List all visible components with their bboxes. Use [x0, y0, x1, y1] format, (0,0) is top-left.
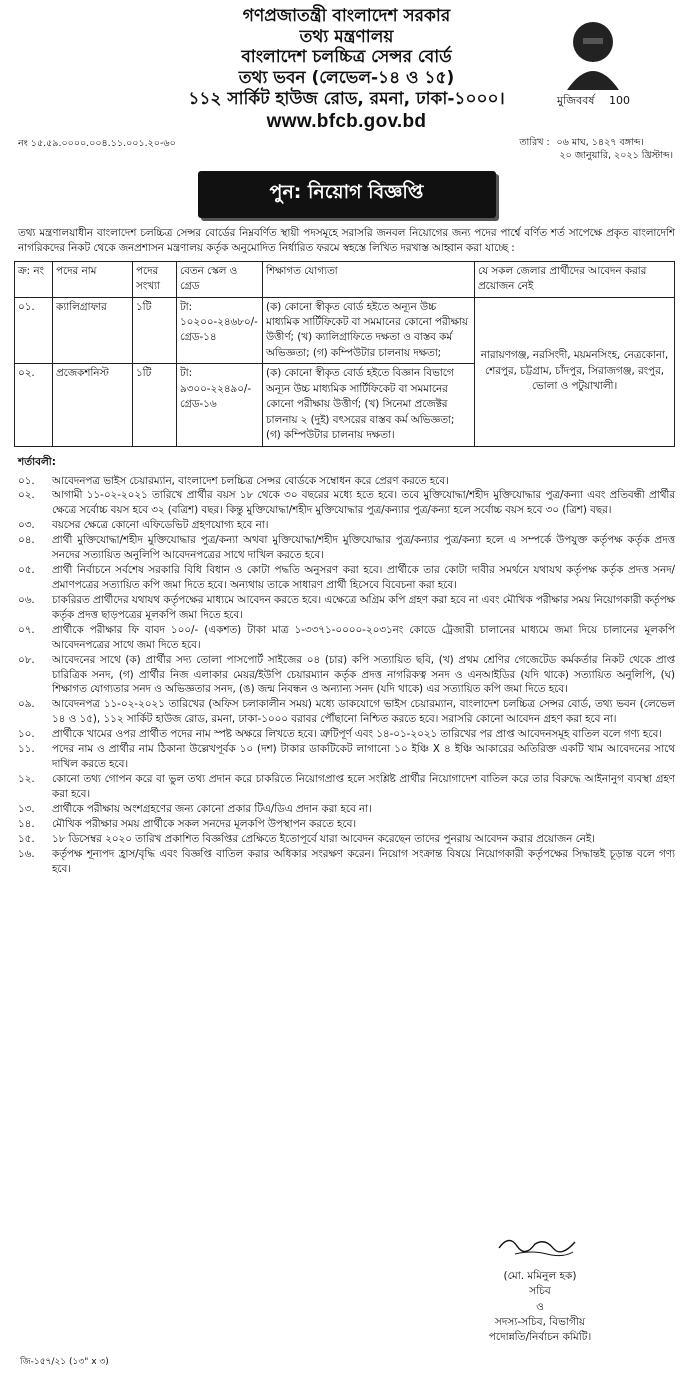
- condition-text: আগামী ১১-০২-২০২১ তারিখে প্রার্থীর বয়স ১৮ থেকে ৩০ বছরের মধ্যে হতে হবে। তবে মুক্তিযোদ্ধা/শহীদ মুক্তিযোদ্ধার পুত্র/কন্যা এবং প্রতিবন্ধী প্রার্থীর ক্ষেত্রে সর্বোচ্চ বয়স হবে ৩২ (বত্রিশ) বছর। কিন্তু মুক্তিযোদ্ধা/শহীদ মুক্তিযোদ্ধার পুত্র/কন্যার পুত্র/কন্যা হলে সর্বোচ্চ বয়স হবে ৩০ (ত্রিশ) বছর।: [52, 489, 675, 517]
- posts-table: [14, 261, 675, 447]
- condition-number: ১৫.: [18, 832, 35, 845]
- condition-text: মৌখিক পরীক্ষার সময় প্রার্থীকে সকল সনদের মূলকপি উপস্থাপন করতে হবে।: [52, 817, 357, 830]
- condition-number: ১৩.: [18, 802, 35, 815]
- header-post: পদের নাম: [53, 261, 133, 297]
- condition-item: [18, 533, 675, 563]
- handwritten-signature: [495, 1230, 585, 1258]
- logo-number: 100: [609, 94, 630, 107]
- condition-item: [18, 742, 675, 772]
- condition-text: পদের নাম ও প্রার্থীর নাম ঠিকানা উল্লেখপূর্বক ১০ (দশ) টাকার ডাকটিকেট লাগানো ১০ ইঞ্চি X ৪ ইঞ্চি আকারের অতিরিক্ত একটি খাম আবেদনের সাথে দাখিল করতে হবে।: [52, 743, 675, 771]
- row-serial: ০১.: [15, 297, 53, 364]
- condition-item: [18, 697, 675, 727]
- signatory-conjunction: ও: [536, 1300, 544, 1313]
- condition-text: প্রার্থী মুক্তিযোদ্ধা/শহীদ মুক্তিযোদ্ধার পুত্র/কন্যা অথবা মুক্তিযোদ্ধা/শহীদ মুক্তিযোদ্ধার পুত্র/কন্যার পুত্র/কন্যা হলে এ সম্পর্কে উপযুক্ত কর্তৃপক্ষ কর্তৃক প্রদত্ত সনদের সত্যায়িত অনুলিপি আবেদনপত্রের সাথে দাখিল করতে হবে।: [52, 534, 675, 562]
- condition-item: [18, 727, 675, 742]
- condition-number: ১১.: [18, 743, 35, 756]
- govt-name: গণপ্রজাতন্ত্রী বাংলাদেশ সরকার: [242, 6, 451, 26]
- conditions-list: [14, 474, 679, 877]
- row-scale: টা: ১০২০০-২৪৬৮০/- গ্রেড-১৪: [177, 297, 263, 364]
- conditions-heading: শর্তাবলী:: [18, 455, 57, 468]
- condition-text: বয়সের ক্ষেত্রে কোনো এফিডেভিট গ্রহণযোগ্য হবে না।: [52, 519, 269, 532]
- condition-number: ০৪.: [18, 534, 35, 547]
- condition-text: প্রার্থীকে পরীক্ষার ফি বাবদ ১০০/- (একশত) টাকা মাত্র ১-৩৩৭১-০০০০-২০৩১নং কোডে ট্রেজারী চালানের মাধ্যমে জমা দিয়ে চালানের মূলকপি আবেদনপত্রের সাথে জমা দিতে হবে।: [52, 623, 675, 651]
- condition-text: কোনো তথ্য গোপন করে বা ভুল তথ্য প্রদান করে চাকরিতে নিয়োগপ্রাপ্ত হলে সংশ্লিষ্ট প্রার্থীর নিয়োগাদেশ বাতিল করে তার বিরুদ্ধে আইনানুগ ব্যবস্থা গ্রহণ করা হবে।: [52, 772, 675, 800]
- header-qualification: শিক্ষাগত যোগ্যতা: [263, 261, 475, 297]
- condition-number: ১৬.: [18, 847, 35, 860]
- condition-text: আবেদনপত্র ভাইস চেয়ারম্যান, বাংলাদেশ চলচ্চিত্র সেন্সর বোর্ডকে সম্বোধন করে প্রেরণ করতে হবে।: [52, 474, 449, 487]
- publication-reference: জি-১৫৭/২১ (১৩" x ৩): [20, 1357, 109, 1367]
- notice-title: পুন: নিয়োগ বিজ্ঞপ্তি: [198, 171, 496, 218]
- row-post: ক্যালিগ্রাফার: [53, 297, 133, 364]
- condition-text: চাকরিরত প্রার্থীদের যথাযথ কর্তৃপক্ষের মাধ্যমে আবেদন করতে হবে। এক্ষেত্রে অগ্রিম কপি গ্রহণ করা হবে না এবং মৌখিক পরীক্ষার সময় নিয়োগকারী কর্তৃপক্ষ কর্তৃক প্রদত্ত ছাড়পত্রের মূলকপি জমা দিতে হবে।: [52, 593, 675, 621]
- header-serial: ক্র: নং: [15, 261, 53, 297]
- header-scale: বেতন স্কেল ও গ্রেড: [177, 261, 263, 297]
- ministry-name: তথ্য মন্ত্রণালয়: [299, 26, 394, 47]
- condition-item: [18, 518, 675, 533]
- street-address: ১১২ সার্কিট হাউজ রোড, রমনা, ঢাকা-১০০০।: [188, 88, 505, 109]
- header-count: পদের সংখ্যা: [133, 261, 177, 297]
- condition-number: ০৮.: [18, 653, 35, 666]
- condition-number: ০৯.: [18, 698, 35, 711]
- condition-text: আবেদনের সাথে (ক) প্রার্থীর সদ্য তোলা পাসপোর্ট সাইজের ০৪ (চার) কপি সত্যায়িত ছবি, (খ) প্রথম শ্রেণির গেজেটেড কর্মকর্তার নিকট থেকে প্রাপ্ত চারিত্রিক সনদ, (গ) প্রার্থীর নিজ এলাকার মেয়র/ইউপি চেয়ারম্যান কর্তৃক প্রদত্ত নাগরিকত্ব সনদ ও এনআইডির (যদি থাকে) সত্যায়িত অনুলিপি, (ঘ) শিক্ষাগত যোগ্যতার সনদ ও অভিজ্ঞতার সনদ, (ঙ) জন্ম নিবন্ধন ও অন্যান্য সনদ (যদি থাকে) এর সত্যায়িত কপি জমা দিতে হবে।: [52, 653, 675, 696]
- condition-number: ০১.: [18, 474, 35, 487]
- memo-date-row: [14, 135, 679, 169]
- condition-item: [18, 474, 675, 489]
- excluded-districts: নারায়ণগঞ্জ, নরসিংদী, ময়মনসিংহ, নেত্রকোনা, শেরপুর, চট্টগ্রাম, চাঁদপুর, সিরাজগঞ্জ, রংপুর, ভোলা ও পটুয়াখালী।: [475, 297, 675, 446]
- row-qualification: (ক) কোনো স্বীকৃত বোর্ড হইতে অন্যূন উচ্চ মাধ্যমিক সার্টিফিকেট বা সমমানের কোনো পরীক্ষায় উত্তীর্ণ; (খ) ক্যালিগ্রাফিতে দক্ষতা ও বাস্তব কর্ম অভিজ্ঞতা; (গ) কম্পিউটার চালনায় দক্ষতা;: [263, 297, 475, 364]
- signatory-role-line2: পদোন্নতি/নির্বাচন কমিটি।: [488, 1331, 592, 1344]
- condition-number: ১০.: [18, 728, 35, 741]
- condition-number: ০২.: [18, 489, 35, 502]
- row-count: ১টি: [133, 297, 177, 364]
- row-count: ১টি: [133, 364, 177, 446]
- row-serial: ০২.: [15, 364, 53, 446]
- logo-text: মুজিববর্ষ: [557, 94, 595, 107]
- date-label: তারিখ :: [519, 136, 550, 148]
- condition-item: [18, 832, 675, 847]
- row-scale: টা: ৯৩০০-২২৪৯০/- গ্রেড-১৬: [177, 364, 263, 446]
- table-header-row: [15, 261, 675, 297]
- condition-number: ১৪.: [18, 817, 35, 830]
- condition-number: ১২.: [18, 772, 35, 785]
- condition-item: [18, 772, 675, 802]
- signatory-designation: সচিব: [529, 1285, 551, 1298]
- condition-item: [18, 488, 675, 518]
- condition-item: [18, 847, 675, 877]
- date-block: [519, 137, 673, 163]
- condition-text: প্রার্থীকে খামের ওপর প্রার্থীত পদের নাম স্পষ্ট অক্ষরে লিখতে হবে। ত্রুটিপূর্ণ এবং ১৪-০১-২০২১ তারিখের পর প্রাপ্ত আবেদনসমূহ বাতিল বলে গণ্য হবে।: [52, 728, 662, 741]
- website: www.bfcb.gov.bd: [266, 110, 427, 132]
- condition-number: ০৬.: [18, 593, 35, 606]
- building-address: তথ্য ভবন (লেভেল-১৪ ও ১৫): [238, 68, 455, 89]
- board-name: বাংলাদেশ চলচ্চিত্র সেন্সর বোর্ড: [241, 47, 452, 68]
- signatory-role-line1: সদস্য-সচিব, বিভাগীয়: [494, 1315, 586, 1328]
- intro-paragraph: তথ্য মন্ত্রণালয়াধীন বাংলাদেশ চলচ্চিত্র সেন্সর বোর্ডের নিম্নবর্ণিত স্থায়ী পদসমূহে সরাসরি জনবল নিয়োগের জন্য পদের পার্শ্বে বর্ণিত শর্ত সাপেক্ষে প্রকৃত বাংলাদেশি নাগরিকদের নিকট থেকে জনপ্রশাসন মন্ত্রণালয় কর্তৃক অনুমোদিত নির্ধারিত ফরমে স্বহস্তে লিখিত দরখাস্ত আহ্বান করা যাচ্ছে :: [18, 226, 675, 255]
- condition-text: প্রার্থীকে পরীক্ষায় অংশগ্রহণের জন্য কোনো প্রকার টিএ/ডিএ প্রদান করা হবে না।: [52, 802, 372, 815]
- header-excluded-districts: যে সকল জেলার প্রার্থীদের আবেদন করার প্রয়োজন নেই: [475, 261, 675, 297]
- condition-item: [18, 563, 675, 593]
- condition-item: [18, 593, 675, 623]
- memo-number: নং ১৫.৫৯.০০০০.০০৪.১১.০০১.২০-৬০: [18, 137, 176, 149]
- signature-block: [445, 1230, 635, 1345]
- condition-item: [18, 802, 675, 817]
- condition-text: প্রার্থী নির্বাচনে সর্বশেষ সরকারি বিধি বিধান ও কোটা পদ্ধতি অনুসরণ করা হবে। প্রার্থীকে তার কোটা দাবীর সমর্থনে যথাযথ কর্তৃপক্ষ কর্তৃক প্রদত্ত সনদ/প্রমাণপত্রের সত্যায়িত কপি জমা দিতে হবে। অন্যথায় তাকে সাধারণ প্রার্থী হিসেবে বিবেচনা করা হবে।: [52, 564, 675, 591]
- condition-item: [18, 623, 675, 653]
- mujib-borsho-logo: [553, 12, 633, 112]
- signatory-name: (মো. মমিনুল হক): [503, 1270, 577, 1283]
- date-bangla: ০৬ মাঘ, ১৪২৭ বঙ্গাব্দ।: [556, 136, 644, 148]
- condition-text: আবেদনপত্র ১১-০২-২০২১ তারিখের (অফিস চলাকালীন সময়) মধ্যে ডাকযোগে ভাইস চেয়ারম্যান, বাংলাদেশ চলচ্চিত্র সেন্সর বোর্ড, তথ্য ভবন (লেভেল ১৪ ও ১৫), ১১২ সার্কিট হাউজ রোড, রমনা, ঢাকা-১০০০ বরাবর পৌঁছানো নিশ্চিত করতে হবে। সরাসরি কোনো আবেদন গ্রহণ করা হবে না।: [52, 698, 675, 726]
- condition-text: কর্তৃপক্ষ শূন্যপদ হ্রাস/বৃদ্ধি এবং বিজ্ঞপ্তি বাতিল করার অধিকার সংরক্ষণ করেন। নিয়োগ সংক্রান্ত বিষয়ে নিয়োগকারী কর্তৃপক্ষের সিদ্ধান্তই চূড়ান্ত বলে গণ্য হবে।: [52, 847, 675, 875]
- table-row: [15, 297, 675, 364]
- condition-item: [18, 817, 675, 832]
- condition-item: [18, 653, 675, 698]
- date-english: ২০ জানুয়ারি, ২০২১ খ্রিস্টাব্দ।: [559, 149, 673, 161]
- condition-text: ১৮ ডিসেম্বর ২০২০ তারিখ প্রকাশিত বিজ্ঞপ্তির প্রেক্ষিতে ইতোপূর্বে যারা আবেদন করেছেন তাদের পুনরায় আবেদন করার প্রয়োজন নেই।: [52, 832, 595, 845]
- row-qualification: (ক) কোনো স্বীকৃত বোর্ড হইতে বিজ্ঞান বিভাগে অন্যূন উচ্চ মাধ্যমিক সার্টিফিকেট বা সমমানের কোনো পরীক্ষায় উত্তীর্ণ; (খ) সিনেমা প্রজেক্টর চালনায় ২ (দুই) বৎসরের বাস্তব কর্ম অভিজ্ঞতা; (গ) কম্পিউটার চালনায় দক্ষতা।: [263, 364, 475, 446]
- condition-number: ০৭.: [18, 623, 35, 636]
- condition-number: ০৫.: [18, 564, 35, 577]
- condition-number: ০৩.: [18, 519, 35, 532]
- row-post: প্রজেকশনিস্ট: [53, 364, 133, 446]
